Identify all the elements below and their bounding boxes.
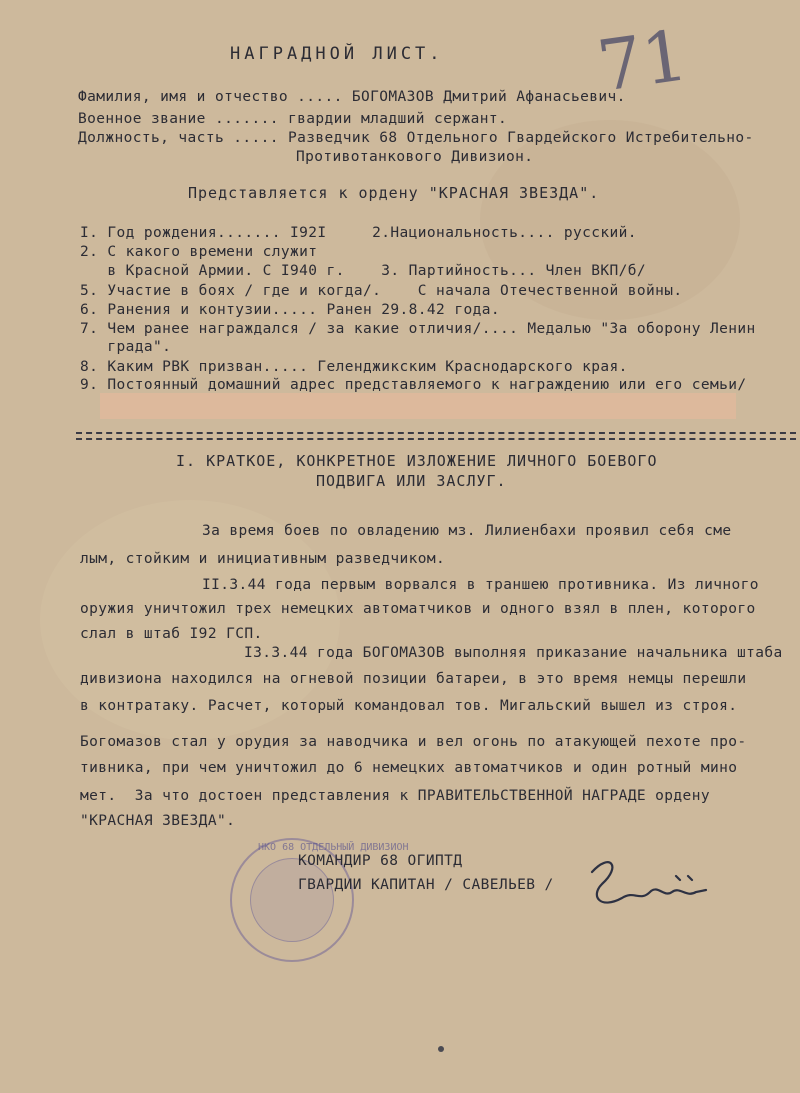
item-home-address: 9. Постоянный домашний адрес представляемого к награждению или его семьи/ (80, 377, 747, 393)
body-line: За время боев по овладению мз. Лилиенбахи проявил себя сме (202, 523, 732, 539)
award-presented-line: Представляется к ордену "КРАСНАЯ ЗВЕЗДА". (188, 184, 600, 202)
commander-line: КОМАНДИР 68 ОГИПТД (298, 853, 463, 869)
item-service-since: 2. С какого времени служит (80, 244, 318, 260)
body-line: тивника, при чем уничтожил до 6 немецких автоматчиков и один ротный мино (80, 760, 738, 776)
name-line: Фамилия, имя и отчество ..... БОГОМАЗОВ Дмитрий Афанасьевич. (78, 89, 626, 105)
punch-mark (438, 1046, 444, 1052)
item-battles: 5. Участие в боях / где и когда/. С начала Отечественной войны. (80, 283, 683, 299)
rank-line: Военное звание ....... гвардии младший сержант. (78, 111, 508, 127)
body-line: "КРАСНАЯ ЗВЕЗДА". (80, 813, 236, 829)
section-heading-cont: ПОДВИГА ИЛИ ЗАСЛУГ. (316, 472, 507, 490)
double-rule-bottom (76, 438, 796, 440)
commander-rank-name: ГВАРДИИ КАПИТАН / САВЕЛЬЕВ / (298, 877, 554, 893)
handwritten-signature (580, 852, 730, 922)
body-line: Богомазов стал у орудия за наводчика и вел огонь по атакующей пехоте про- (80, 734, 747, 750)
body-line: I3.3.44 года БОГОМАЗОВ выполняя приказание начальника штаба (244, 645, 783, 661)
item-wounds: 6. Ранения и контузии..... Ранен 29.8.42 года. (80, 302, 500, 318)
section-heading: I. КРАТКОЕ, КОНКРЕТНОЕ ИЗЛОЖЕНИЕ ЛИЧНОГО БОЕВОГО (176, 452, 658, 470)
item-prior-awards-cont: града". (80, 339, 172, 355)
body-line: II.3.44 года первым ворвался в траншею противника. Из личного (202, 577, 759, 593)
body-line: мет. За что достоен представления к ПРАВИТЕЛЬСТВЕННОЙ НАГРАДЕ ордену (80, 788, 710, 804)
handwritten-sheet-number: 71 (592, 14, 693, 108)
item-draft-office: 8. Каким РВК призван..... Геленджикским Краснодарского края. (80, 359, 628, 375)
item-birth-nationality: I. Год рождения....... I92I 2.Национальность.... русский. (80, 225, 637, 241)
double-rule-top (76, 432, 796, 434)
stamp-inner-circle (250, 858, 334, 942)
body-line: слал в штаб I92 ГСП. (80, 626, 263, 642)
redacted-address (100, 393, 736, 419)
stamp-text: НКО 68 ОТДЕЛЬНЫЙ ДИВИЗИОН (258, 842, 409, 853)
item-prior-awards: 7. Чем ранее награждался / за какие отличия/.... Медалью "За оборону Ленин (80, 321, 756, 337)
body-line: дивизиона находился на огневой позиции батареи, в это время немцы перешли (80, 671, 747, 687)
document-title: НАГРАДНОЙ ЛИСТ. (230, 44, 444, 64)
body-line: в контратаку. Расчет, который командовал тов. Мигальский вышел из строя. (80, 698, 738, 714)
position-line-cont: Противотанкового Дивизион. (296, 149, 534, 165)
body-line: оружия уничтожил трех немецких автоматчиков и одного взял в плен, которого (80, 601, 756, 617)
position-line: Должность, часть ..... Разведчик 68 Отдельного Гвардейского Истребительно- (78, 130, 754, 146)
item-service-since-cont: в Красной Армии. С I940 г. 3. Партийность... Член ВКП/б/ (80, 263, 647, 279)
body-line: лым, стойким и инициативным разведчиком. (80, 551, 446, 567)
